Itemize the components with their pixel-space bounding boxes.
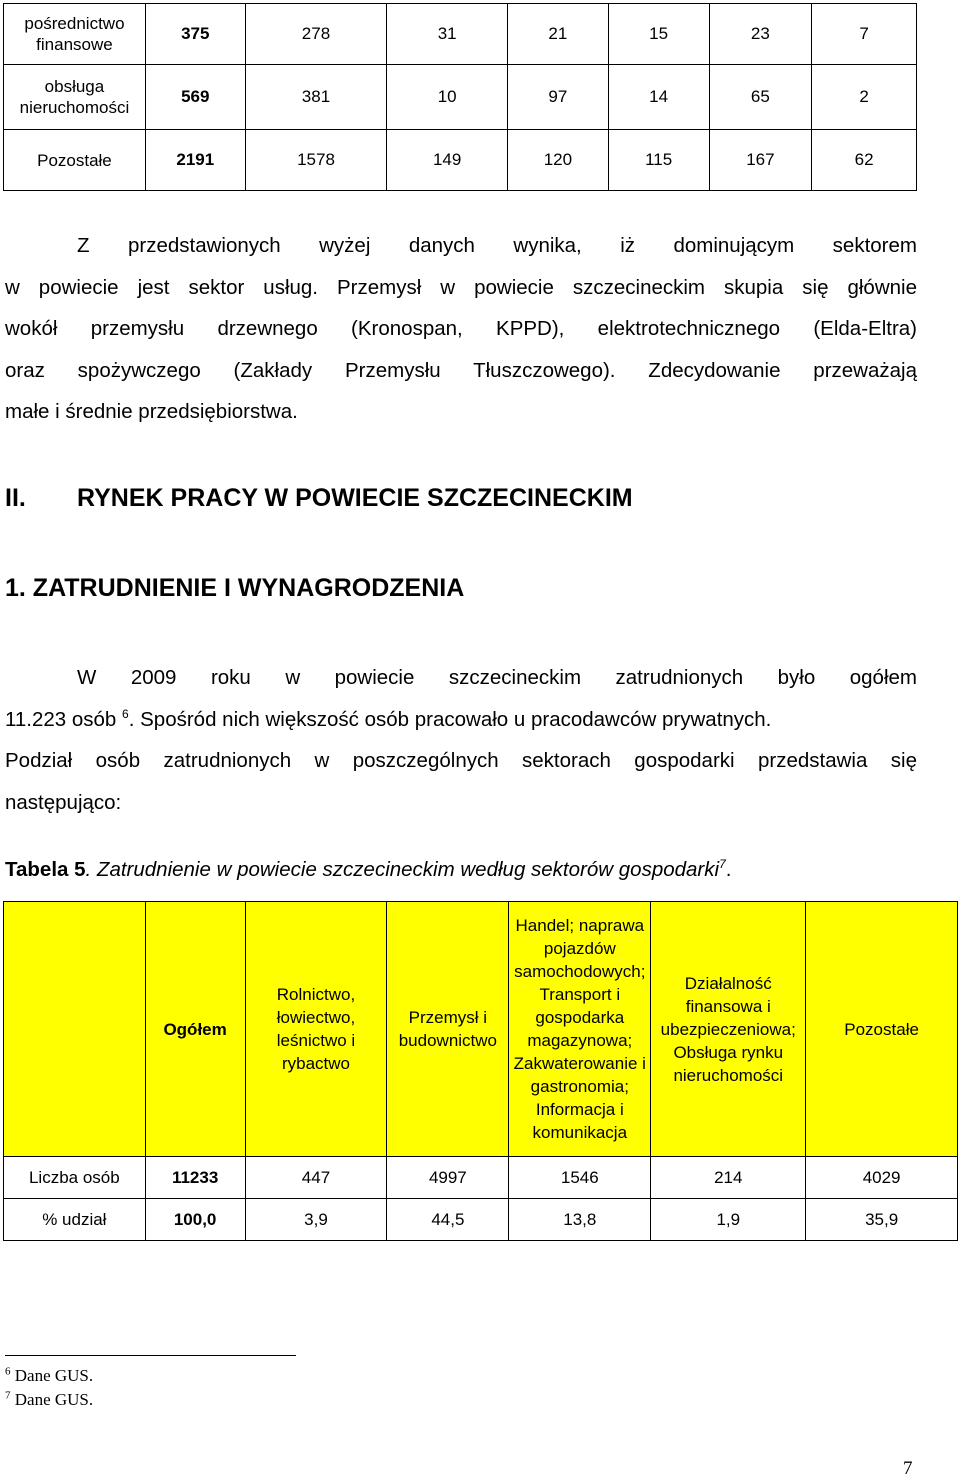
paragraph-line: małe i średnie przedsiębiorstwa. [5,400,298,423]
caption-end: . [725,858,732,881]
employment-total-text: 11.223 osób [5,707,117,731]
table-row [4,1157,958,1199]
table-cell: 2191 [145,130,245,191]
paragraph-sector-summary [5,225,917,433]
table-row [4,130,917,191]
paragraph-line: następująco: [5,790,122,814]
column-header: Pozostałe [806,902,958,1157]
table-cell: 278 [245,4,387,65]
footnote [5,1390,93,1410]
row-label: Pozostałe [4,130,146,191]
table-cell: 167 [709,130,812,191]
footnote-ref: 6 [122,706,129,721]
table-cell: 13,8 [509,1199,651,1241]
section-number: II. [5,484,26,512]
paragraph-line: oraz spożywczego (Zakłady Przemysłu Tłuszczowego). Zdecydowanie przeważają [5,358,917,382]
table-cell: 44,5 [387,1199,509,1241]
section-heading: RYNEK PRACY W POWIECIE SZCZECINECKIM [77,484,633,512]
caption-label: Tabela 5 [5,858,86,881]
table-cell: 1546 [509,1157,651,1199]
row-label: % udział [4,1199,146,1241]
table-cell: 62 [812,130,917,191]
footnote-number: 6 [5,1365,11,1378]
paragraph-line: wokół przemysłu drzewnego (Kronospan, KPPD), elektrotechnicznego (Elda-Eltra) [5,317,917,340]
row-label: obsługa nieruchomości [4,65,146,130]
column-header: Przemysł i budownictwo [387,902,509,1157]
table-cell: 7 [812,4,917,65]
table-cell: 120 [508,130,609,191]
table-caption [5,858,731,882]
employment-table [3,901,958,1241]
row-label: Liczba osób [4,1157,146,1199]
footnote-divider [5,1355,296,1356]
table-cell: 14 [608,65,709,130]
header-empty-cell [4,902,146,1157]
table-cell: 381 [245,65,387,130]
table-cell: 21 [508,4,609,65]
row-label: pośrednictwo finansowe [4,4,146,65]
footnote-text: Dane GUS. [14,1366,94,1385]
column-header: Rolnictwo, łowiectwo, leśnictwo i rybactwo [245,902,387,1157]
table-header-row [4,902,958,1157]
table-cell: 214 [651,1157,806,1199]
page-number: 7 [903,1458,913,1479]
table-row [4,1199,958,1241]
footnote-number: 7 [5,1389,11,1402]
table-cell: 15 [608,4,709,65]
subsection-heading: 1. ZATRUDNIENIE I WYNAGRODZENIA [5,574,465,602]
footnote-text: Dane GUS. [14,1390,94,1409]
paragraph-line [5,699,917,741]
table-cell: 447 [245,1157,387,1199]
table-cell: 23 [709,4,812,65]
column-header: Handel; naprawa pojazdów samochodowych; Transport i gospodarka magazynowa; Zakwaterowanie i gastronomia; Informacja i komunikacja [509,902,651,1157]
caption-text: . Zatrudnienie w powiecie szczecineckim według sektorów gospodarki [85,858,720,881]
sector-table-continuation [3,3,917,191]
paragraph-employment [5,657,917,823]
paragraph-line: Podział osób zatrudnionych w poszczególnych sektorach gospodarki przedstawia się [5,749,917,772]
table-cell: 31 [387,4,508,65]
table-cell: 65 [709,65,812,130]
footnote-ref: 7 [719,857,726,872]
column-header: Ogółem [145,902,245,1157]
table-cell: 35,9 [806,1199,958,1241]
table-cell: 100,0 [145,1199,245,1241]
table-cell: 97 [508,65,609,130]
table-cell: 4029 [806,1157,958,1199]
paragraph-line: Z przedstawionych wyżej danych wynika, iż dominującym sektorem [77,234,917,257]
table-cell: 1578 [245,130,387,191]
column-header: Działalność finansowa i ubezpieczeniowa; Obsługa rynku nieruchomości [651,902,806,1157]
table-row [4,4,917,65]
table-cell: 10 [387,65,508,130]
paragraph-text: . Spośród nich większość osób pracowało u pracodawców prywatnych. [128,707,772,731]
table-cell: 569 [145,65,245,130]
table-row [4,65,917,130]
table-cell: 4997 [387,1157,509,1199]
table-cell: 11233 [145,1157,245,1199]
table-cell: 149 [387,130,508,191]
footnote [5,1366,93,1386]
paragraph-line: w powiecie jest sektor usług. Przemysł w powiecie szczecineckim skupia się głównie [5,275,917,299]
table-cell: 3,9 [245,1199,387,1241]
table-cell: 2 [812,65,917,130]
paragraph-line: W 2009 roku w powiecie szczecineckim zatrudnionych było ogółem [77,666,917,689]
table-cell: 375 [145,4,245,65]
table-cell: 115 [608,130,709,191]
table-cell: 1,9 [651,1199,806,1241]
